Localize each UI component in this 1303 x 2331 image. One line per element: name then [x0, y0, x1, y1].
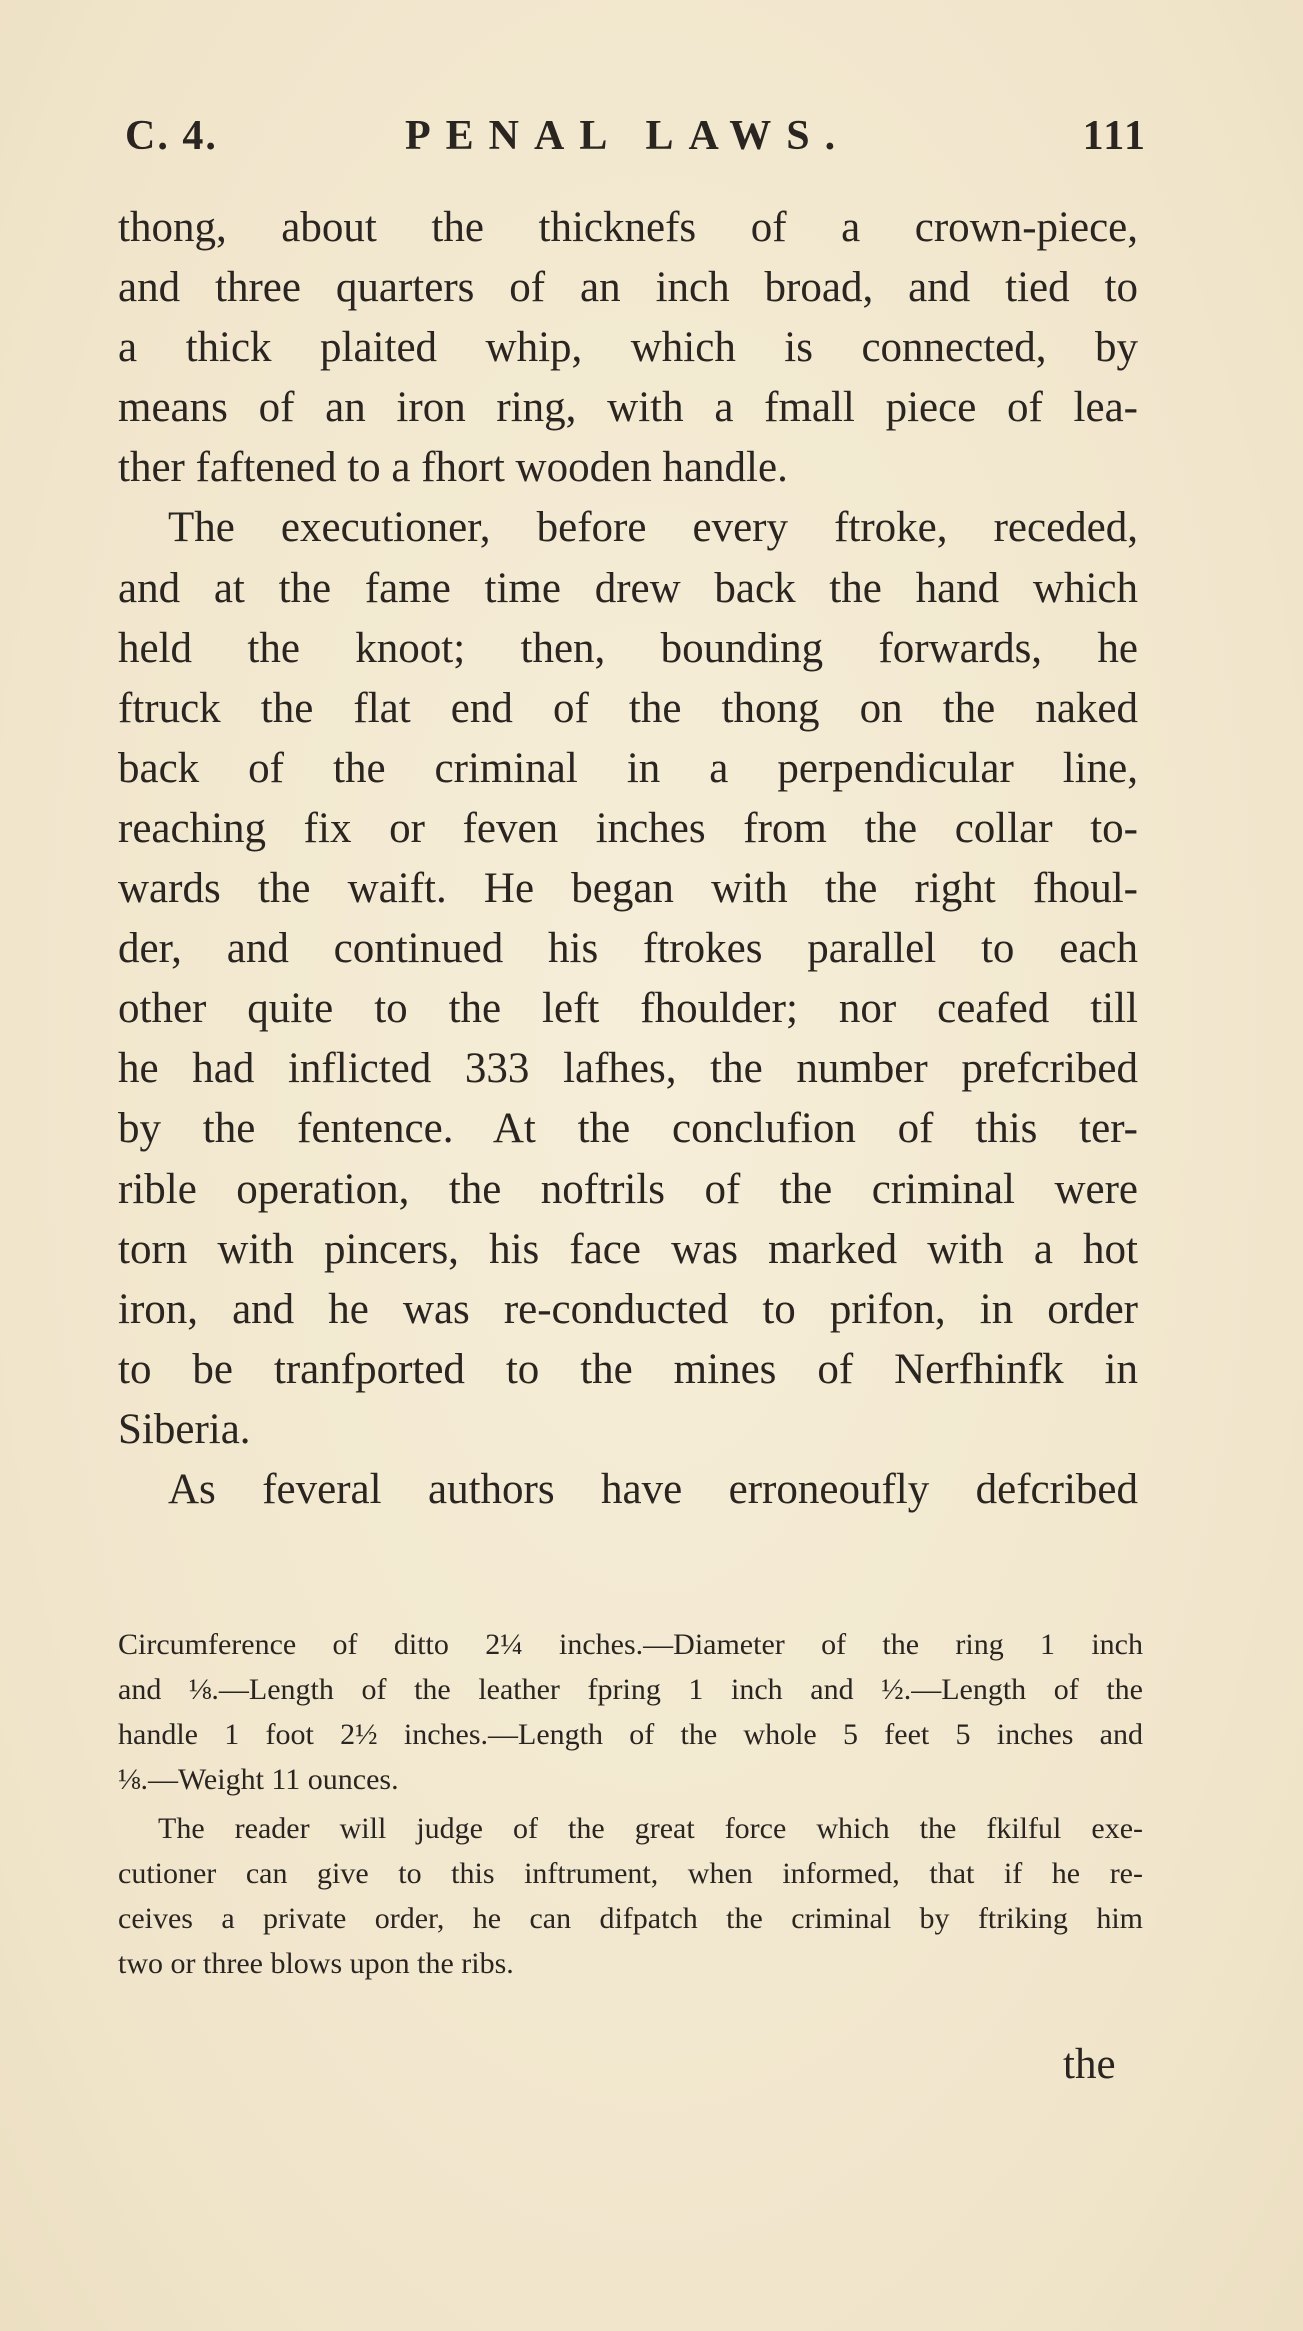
text-line: and at the fame time drew back the hand which	[118, 564, 1138, 612]
footnote-line: handle 1 foot 2½ inches.—Length of the whole 5 feet 5 inches and	[118, 1718, 1143, 1751]
text-line: der, and continued his ftrokes parallel to each	[118, 925, 1138, 973]
footnote-line: and ⅛.—Length of the leather fpring 1 inch and ½.—Length of the	[118, 1673, 1143, 1706]
text-line: and three quarters of an inch broad, and tied to	[118, 264, 1138, 312]
text-line: thong, about the thicknefs of a crown-piece,	[118, 204, 1138, 251]
text-line: As feveral authors have erroneoufly defcribed	[168, 1465, 1138, 1513]
text-line: iron, and he was re-conducted to prifon, in order	[118, 1285, 1138, 1333]
text-line: he had inflicted 333 lafhes, the number prefcribed	[118, 1045, 1138, 1093]
catchword: the	[1063, 2041, 1116, 2088]
text-line: held the knoot; then, bounding forwards, he	[118, 624, 1138, 672]
text-line: wards the waift. He began with the right fhoul-	[118, 865, 1138, 913]
text-line: other quite to the left fhoulder; nor ceafed till	[118, 985, 1138, 1033]
footnote-line: ⅛.—Weight 11 ounces.	[118, 1763, 399, 1796]
text-line: by the fentence. At the conclufion of this ter-	[118, 1105, 1138, 1153]
footnote-line: The reader will judge of the great force which the fkilful exe-	[158, 1812, 1143, 1845]
footnote-line: cutioner can give to this inftrument, when informed, that if he re-	[118, 1857, 1143, 1890]
footnote-line: Circumference of ditto 2¼ inches.—Diameter of the ring 1 inch	[118, 1628, 1143, 1661]
text-line: back of the criminal in a perpendicular line,	[118, 744, 1138, 792]
text-line: means of an iron ring, with a fmall piece of lea-	[118, 384, 1138, 432]
footnotes	[118, 1622, 1143, 1986]
running-head	[125, 112, 1147, 162]
text-line: to be tranfported to the mines of Nerfhinfk in	[118, 1345, 1138, 1393]
text-line: ftruck the flat end of the thong on the naked	[118, 684, 1138, 732]
text-line: rible operation, the noftrils of the criminal were	[118, 1165, 1138, 1213]
text-line: Siberia.	[118, 1405, 251, 1453]
text-line: torn with pincers, his face was marked with a hot	[118, 1225, 1138, 1273]
main-text	[118, 198, 1138, 1520]
text-line: The executioner, before every ftroke, receded,	[168, 504, 1138, 552]
running-title: PENAL LAWS.	[405, 113, 851, 159]
text-line: ther faftened to a fhort wooden handle.	[118, 444, 788, 492]
footnote-line: two or three blows upon the ribs.	[118, 1947, 514, 1980]
chapter-number: C. 4.	[125, 113, 218, 159]
text-line: a thick plaited whip, which is connected, by	[118, 324, 1138, 372]
page-number: 111	[1082, 113, 1147, 159]
text-line: reaching fix or feven inches from the collar to-	[118, 804, 1138, 852]
footnote-line: ceives a private order, he can difpatch the criminal by ftriking him	[118, 1902, 1143, 1935]
